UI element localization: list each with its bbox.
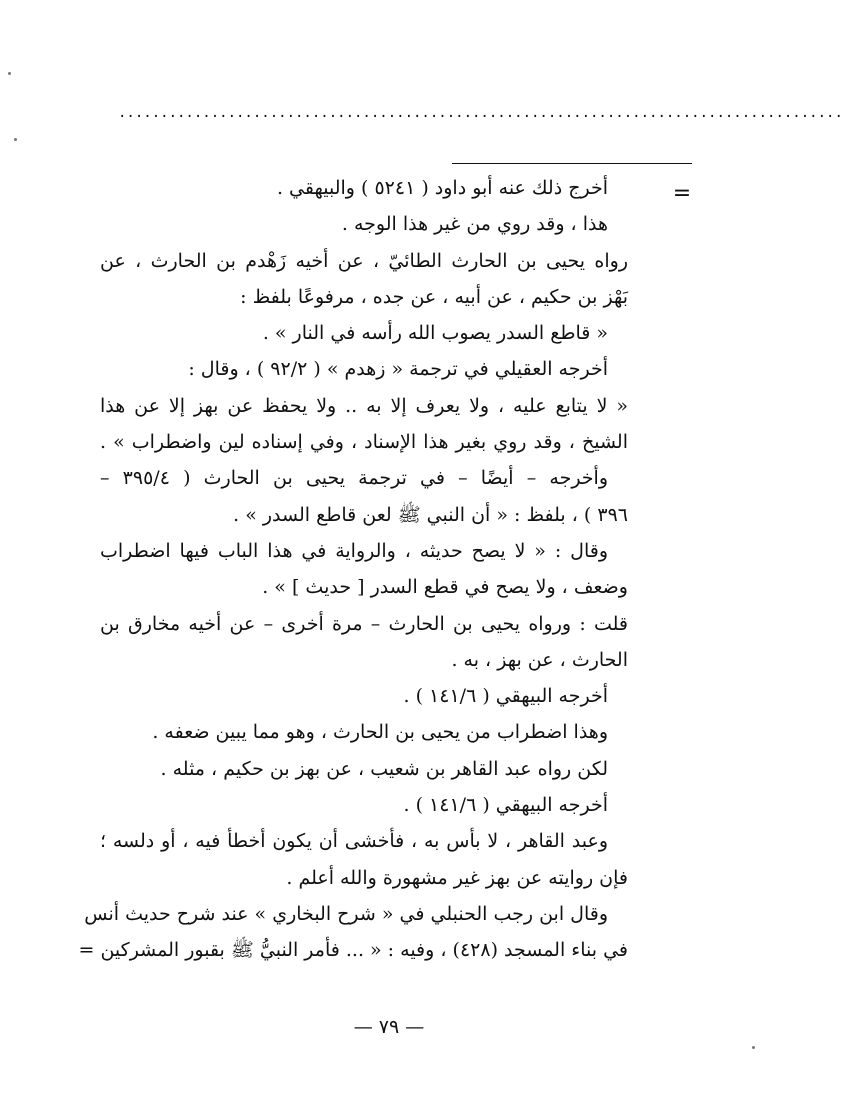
- footnote-continuation-marker: =: [672, 181, 692, 206]
- footnote-line: وقال ابن رجب الحنبلي في « شرح البخاري » عند شرح حديث أنس: [84, 902, 608, 925]
- scan-speck: [8, 72, 11, 75]
- footnote-line: بَهْز بن حكيم ، عن أبيه ، عن جده ، مرفوعًا بلفظ :: [240, 285, 628, 308]
- footnote-line: هذا ، وقد روي من غير هذا الوجه .: [341, 213, 608, 236]
- footnote-line: قلت : ورواه يحيى بن الحارث – مرة أخرى – عن أخيه مخارق بن: [100, 612, 628, 635]
- footnote-line: أخرجه البيهقي ( ١٤١/٦ ) .: [403, 685, 608, 708]
- footnote-line: وقال : « لا يصح حديثه ، والرواية في هذا الباب فيها اضطراب: [100, 539, 608, 562]
- scan-speck: [752, 1046, 755, 1049]
- footnote-line: « لا يتابع عليه ، ولا يعرف إلا به .. ولا يحفظ عن بهز إلا عن هذا: [100, 394, 628, 417]
- footnote-line: رواه يحيى بن الحارث الطائيّ ، عن أخيه زَهْدم بن الحارث ، عن: [100, 249, 628, 272]
- footnote-line: وأخرجه – أيضًا – في ترجمة يحيى بن الحارث ( ٣٩٥/٤ –: [100, 467, 609, 490]
- section-separator-dots: ......................................................................................: [118, 105, 843, 121]
- footnote-line: ٣٩٦ ) ، بلفظ : « أن النبي ﷺ لعن قاطع السدر » .: [233, 503, 628, 526]
- footnote-line: أخرج ذلك عنه أبو داود ( ٥٢٤١ ) والبيهقي .: [276, 177, 608, 199]
- footnote-line: الحارث ، عن بهز ، به .: [451, 648, 628, 671]
- footnote-line: فإن روايته عن بهز غير مشهورة والله أعلم .: [286, 866, 628, 889]
- footnote-line: الشيخ ، وقد روي بغير هذا الإسناد ، وفي إسناده لين واضطراب » .: [100, 431, 628, 454]
- page-number: — ٧٩ —: [353, 1016, 425, 1038]
- footnote-line: لكن رواه عبد القاهر بن شعيب ، عن بهز بن حكيم ، مثله .: [160, 757, 608, 780]
- footnote-line: وعبد القاهر ، لا بأس به ، فأخشى أن يكون أخطأ فيه ، أو دلسه ؛: [100, 830, 608, 853]
- footnote-line: في بناء المسجد (٤٢٨) ، وفيه : « ... فأمر النبيُّ ﷺ بقبور المشركين =: [78, 939, 628, 962]
- scan-speck: [14, 138, 17, 141]
- footnote-line: وضعف ، ولا يصح في قطع السدر [ حديث ] » .: [262, 576, 628, 599]
- footnote-rule: [452, 163, 692, 164]
- footnote-line: وهذا اضطراب من يحيى بن الحارث ، وهو مما يبين ضعفه .: [152, 721, 608, 744]
- footnote-line: « قاطع السدر يصوب الله رأسه في النار » .: [262, 322, 608, 345]
- footnote-line: أخرجه العقيلي في ترجمة « زهدم » ( ٩٢/٢ ) ، وقال :: [188, 358, 608, 381]
- footnote-text: [78, 170, 628, 969]
- footnote-line: أخرجه البيهقي ( ١٤١/٦ ) .: [403, 794, 608, 817]
